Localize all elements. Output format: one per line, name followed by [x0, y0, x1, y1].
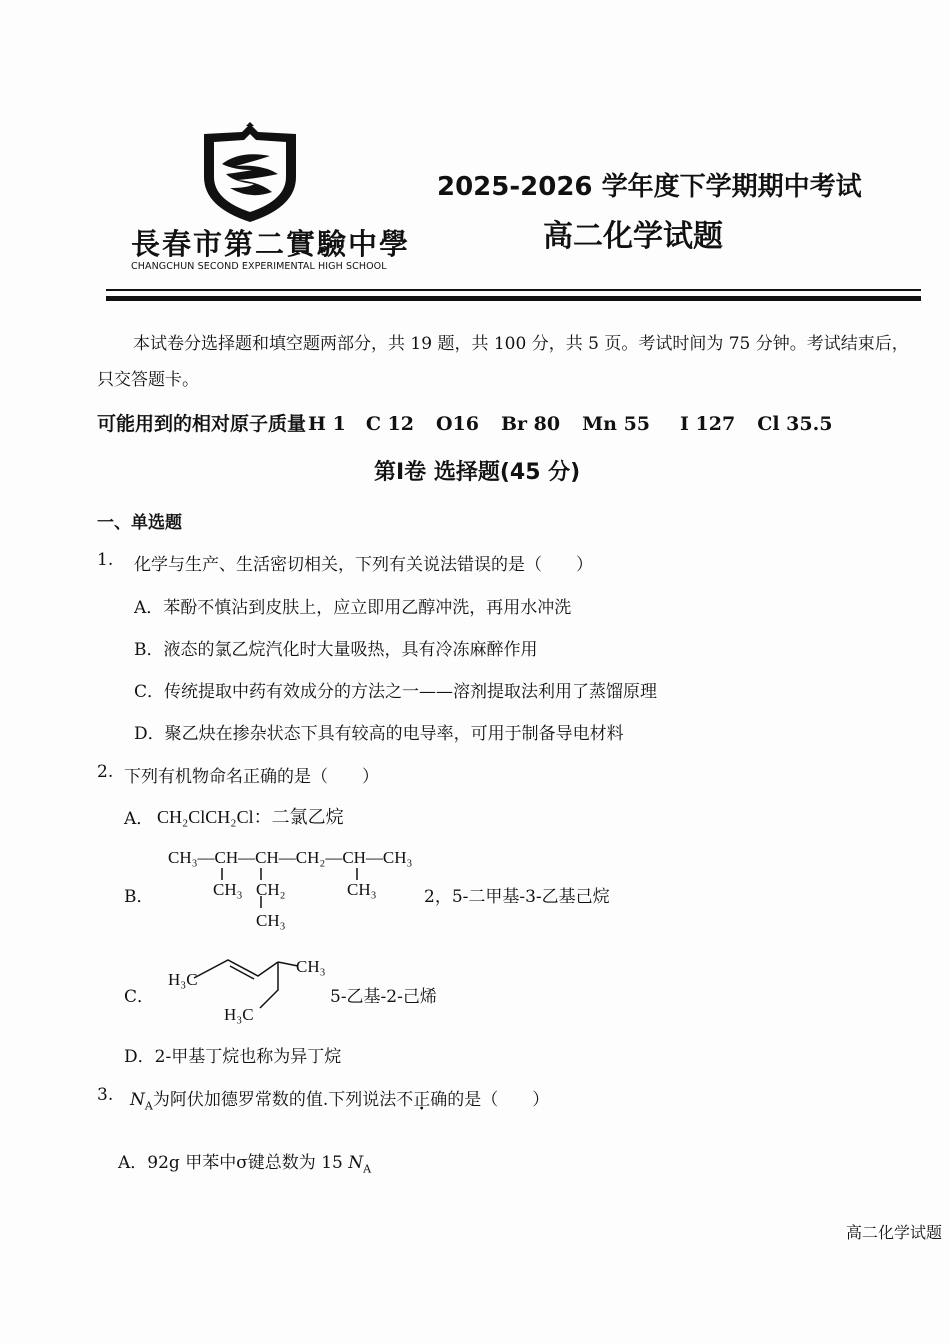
q2-c-ch3: CH₃ — [296, 957, 326, 976]
q3-na-symbol: N — [130, 1090, 145, 1110]
mass-item: O16 — [436, 413, 479, 435]
q1-option-b: B．液态的氯乙烷汽化时大量吸热，具有冷冻麻醉作用 — [134, 640, 538, 660]
q2-option-b-label: B． — [124, 887, 154, 907]
q3-option-a-na-subscript: A — [363, 1162, 372, 1176]
q2-c-h3c-bottom: H₃C — [224, 1005, 254, 1024]
q3-option-a-text: 92g 甲苯中σ键总数为 15 — [147, 1153, 343, 1173]
q3-stem-emphasis: 不正确 — [396, 1090, 448, 1110]
q2-b-sub-ch3-1: CH₃ — [213, 880, 243, 899]
q1-option-a: A．苯酚不慎沾到皮肤上，应立即用乙醇冲洗，再用水冲洗 — [134, 598, 572, 618]
q1-option-c: C．传统提取中药有效成分的方法之一——溶剂提取法利用了蒸馏原理 — [134, 682, 658, 702]
q3-na-subscript: A — [144, 1099, 153, 1113]
mass-item: Mn 55 — [582, 413, 651, 435]
atomic-masses — [97, 409, 832, 436]
q2-b-sub-ch3-3: CH₃ — [347, 880, 377, 899]
q3-number: 3. — [97, 1085, 114, 1105]
q1-stem: 化学与生产、生活密切相关，下列有关说法错误的是（ ） — [134, 555, 593, 575]
q2-b-main-chain: CH₃—CH—CH—CH₂—CH—CH₃ — [168, 848, 413, 867]
q2-number: 2. — [97, 762, 114, 782]
q2-b-sub-ch3-2: CH₃ — [256, 911, 286, 930]
q3-option-a-label: A． — [118, 1153, 148, 1173]
q2-c-h3c-top: H₃C — [168, 970, 198, 989]
q2-option-a: CH₂ClCH₂Cl：二氯乙烷 — [157, 807, 344, 827]
school-logo — [200, 122, 300, 224]
mass-item: Br 80 — [501, 413, 561, 435]
q2-option-c-label: C． — [124, 987, 155, 1007]
q2-b-sub-ch2: CH₂ — [256, 880, 286, 899]
header-rule-thick — [106, 296, 921, 301]
q3-option-a-na: N — [348, 1153, 364, 1173]
question-type-heading: 一、单选题 — [97, 513, 182, 533]
atomic-masses-label: 可能用到的相对原子质量 — [97, 413, 307, 435]
q3-option-a — [118, 1148, 371, 1175]
q2-option-b-name: 2，5-二甲基-3-乙基己烷 — [424, 887, 610, 907]
q2-option-a-label: A． — [124, 809, 154, 829]
school-name-en: CHANGCHUN SECOND EXPERIMENTAL HIGH SCHOOL — [131, 261, 387, 272]
mass-item: I 127 — [680, 413, 736, 435]
q3-stem-end: 的是（ ） — [447, 1090, 550, 1110]
q2-option-d: D．2-甲基丁烷也称为异丁烷 — [124, 1047, 342, 1067]
mass-item: H 1 — [308, 413, 346, 435]
q3-stem — [130, 1085, 549, 1112]
q3-stem-text: 为阿伏加德罗常数的值.下列说法 — [152, 1090, 397, 1110]
header-rule-thin — [106, 289, 921, 291]
q2-option-c-name: 5-乙基-2-己烯 — [330, 987, 437, 1007]
page-footer: 高二化学试题 — [845, 1223, 942, 1242]
mass-item: Cl 35.5 — [757, 413, 833, 435]
q1-number: 1. — [97, 550, 114, 570]
school-name-cn: 長春市第二實驗中學 — [131, 227, 411, 261]
q2-stem: 下列有机物命名正确的是（ ） — [124, 767, 379, 787]
exam-instructions: 本试卷分选择题和填空题两部分，共 19 题，共 100 分，共 5 页。考试时间为 75 分钟。考试结束后，只交答题卡。 — [97, 334, 909, 390]
section-title: 第Ⅰ卷 选择题(45 分) — [374, 460, 581, 485]
exam-title: 2025-2026 学年度下学期期中考试 — [437, 172, 862, 202]
mass-item: C 12 — [365, 413, 414, 435]
exam-subtitle: 高二化学试题 — [543, 219, 723, 254]
q1-option-d: D．聚乙炔在掺杂状态下具有较高的电导率，可用于制备导电材料 — [134, 724, 624, 744]
